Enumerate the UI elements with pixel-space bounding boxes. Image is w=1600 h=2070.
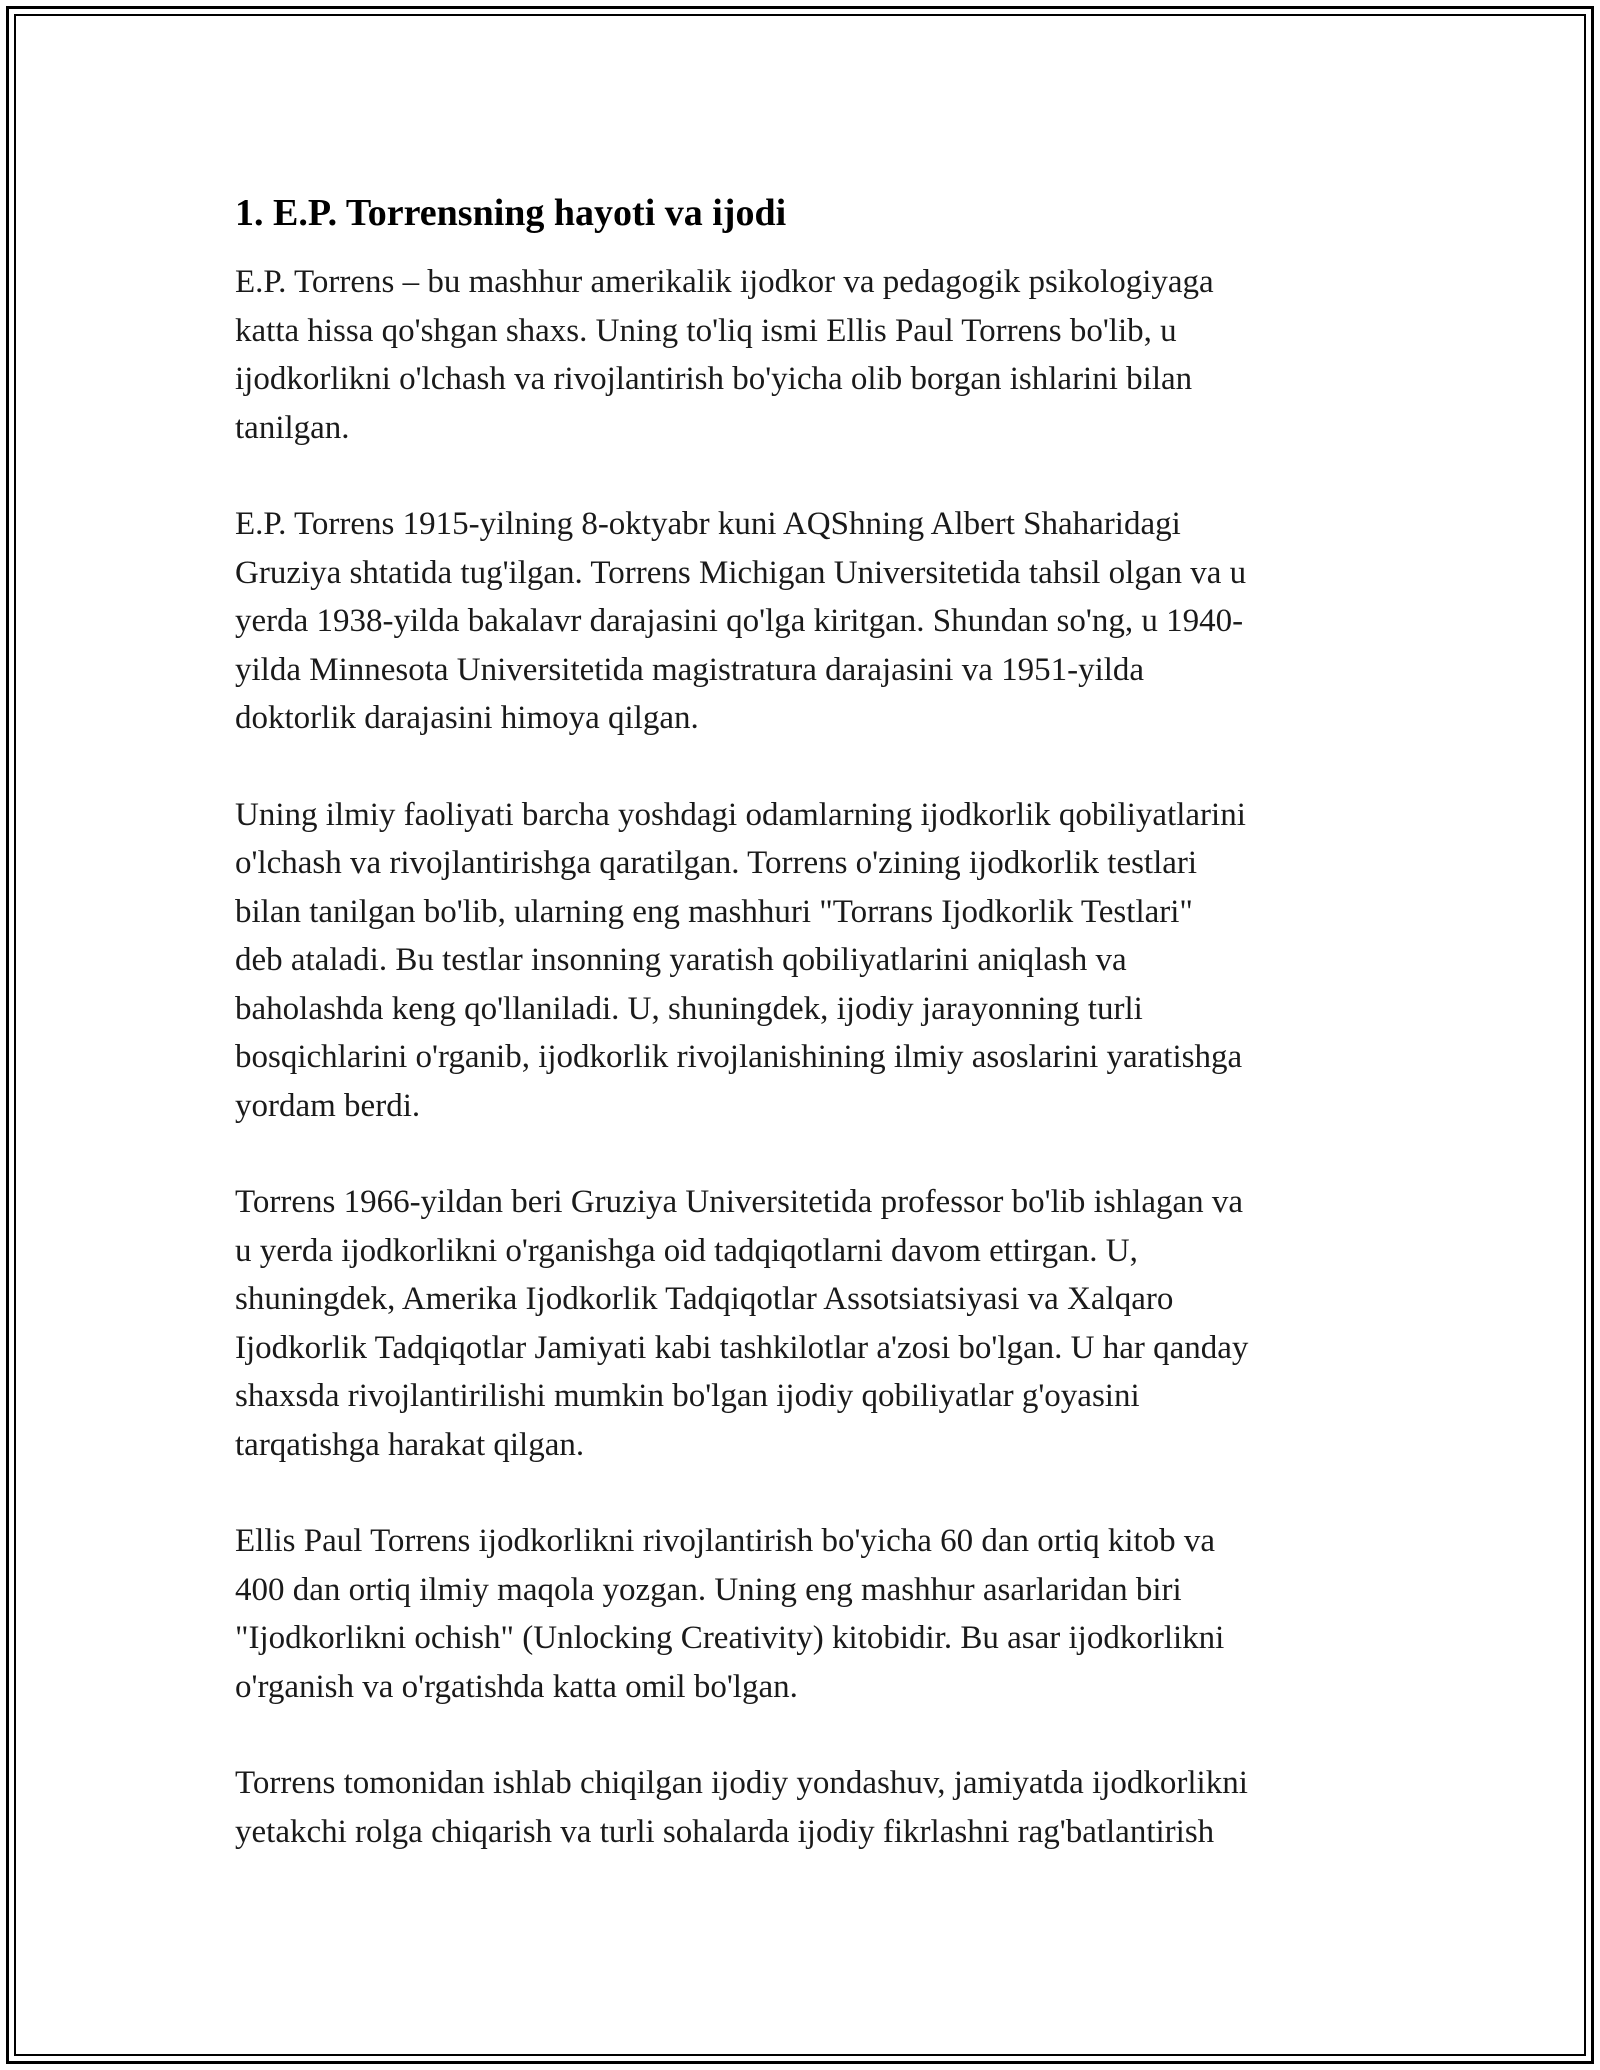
- paragraph: [235, 1759, 1375, 1856]
- text-line: shuningdek, Amerika Ijodkorlik Tadqiqotlar Assotsiatsiyasi va Xalqaro: [235, 1281, 1174, 1317]
- text-line: yilda Minnesota Universitetida magistratura darajasini va 1951-yilda: [235, 651, 1145, 688]
- text-line: yetakchi rolga chiqarish va turli sohalarda ijodiy fikrlashni rag'batlantirish: [235, 1813, 1215, 1850]
- text-line: "Ijodkorlikni ochish" (Unlocking Creativity) kitobidir. Bu asar ijodkorlikni: [235, 1620, 1225, 1656]
- text-line: Uning ilmiy faoliyati barcha yoshdagi odamlarning ijodkorlik qobiliyatlarini: [235, 796, 1246, 833]
- text-line: u yerda ijodkorlikni o'rganishga oid tadqiqotlarni davom ettirgan. U,: [235, 1232, 1138, 1269]
- text-line: katta hissa qo'shgan shaxs. Uning to'liq ismi Ellis Paul Torrens bo'lib, u: [235, 312, 1177, 349]
- paragraph: [235, 1517, 1375, 1711]
- text-line: tanilgan.: [235, 409, 350, 446]
- text-line: E.P. Torrens – bu mashhur amerikalik ijodkor va pedagogik psikologiyaga: [235, 264, 1214, 300]
- document-body: [235, 188, 1375, 1904]
- paragraphs-container: [235, 258, 1375, 1856]
- paragraph: [235, 1178, 1375, 1469]
- text-line: doktorlik darajasini himoya qilgan.: [235, 700, 699, 736]
- text-line: o'rganish va o'rgatishda katta omil bo'lgan.: [235, 1668, 798, 1705]
- text-line: Ellis Paul Torrens ijodkorlikni rivojlantirish bo'yicha 60 dan ortiq kitob va: [235, 1523, 1216, 1559]
- text-line: Ijodkorlik Tadqiqotlar Jamiyati kabi tashkilotlar a'zosi bo'lgan. U har qanday: [235, 1329, 1249, 1366]
- text-line: yordam berdi.: [235, 1087, 421, 1124]
- text-line: Torrens 1966-yildan beri Gruziya Universitetida professor bo'lib ishlagan va: [235, 1184, 1244, 1220]
- text-line: baholashda keng qo'llaniladi. U, shuningdek, ijodiy jarayonning turli: [235, 990, 1143, 1027]
- text-line: Torrens tomonidan ishlab chiqilgan ijodiy yondashuv, jamiyatda ijodkorlikni: [235, 1765, 1248, 1801]
- text-line: tarqatishga harakat qilgan.: [235, 1426, 585, 1463]
- section-heading: 1. E.P. Torrensning hayoti va ijodi: [235, 192, 787, 234]
- text-line: 400 dan ortiq ilmiy maqola yozgan. Uning eng mashhur asarlaridan biri: [235, 1571, 1182, 1608]
- paragraph: [235, 791, 1375, 1131]
- text-line: bosqichlarini o'rganib, ijodkorlik rivojlanishining ilmiy asoslarini yaratishga: [235, 1039, 1243, 1075]
- paragraph: [235, 500, 1375, 743]
- text-line: yerda 1938-yilda bakalavr darajasini qo'lga kiritgan. Shundan so'ng, u 1940-: [235, 603, 1244, 639]
- text-line: shaxsda rivojlantirilishi mumkin bo'lgan ijodiy qobiliyatlar g'oyasini: [235, 1378, 1140, 1414]
- text-line: Gruziya shtatida tug'ilgan. Torrens Michigan Universitetida tahsil olgan va u: [235, 554, 1247, 591]
- text-line: o'lchash va rivojlantirishga qaratilgan. Torrens o'zining ijodkorlik testlari: [235, 845, 1198, 881]
- text-line: deb ataladi. Bu testlar insonning yaratish qobiliyatlarini aniqlash va: [235, 942, 1127, 978]
- text-line: ijodkorlikni o'lchash va rivojlantirish bo'yicha olib borgan ishlarini bilan: [235, 361, 1193, 397]
- text-line: bilan tanilgan bo'lib, ularning eng mashhuri "Torrans Ijodkorlik Testlari": [235, 893, 1193, 930]
- text-line: E.P. Torrens 1915-yilning 8-oktyabr kuni AQShning Albert Shaharidagi: [235, 506, 1181, 542]
- paragraph: [235, 258, 1375, 452]
